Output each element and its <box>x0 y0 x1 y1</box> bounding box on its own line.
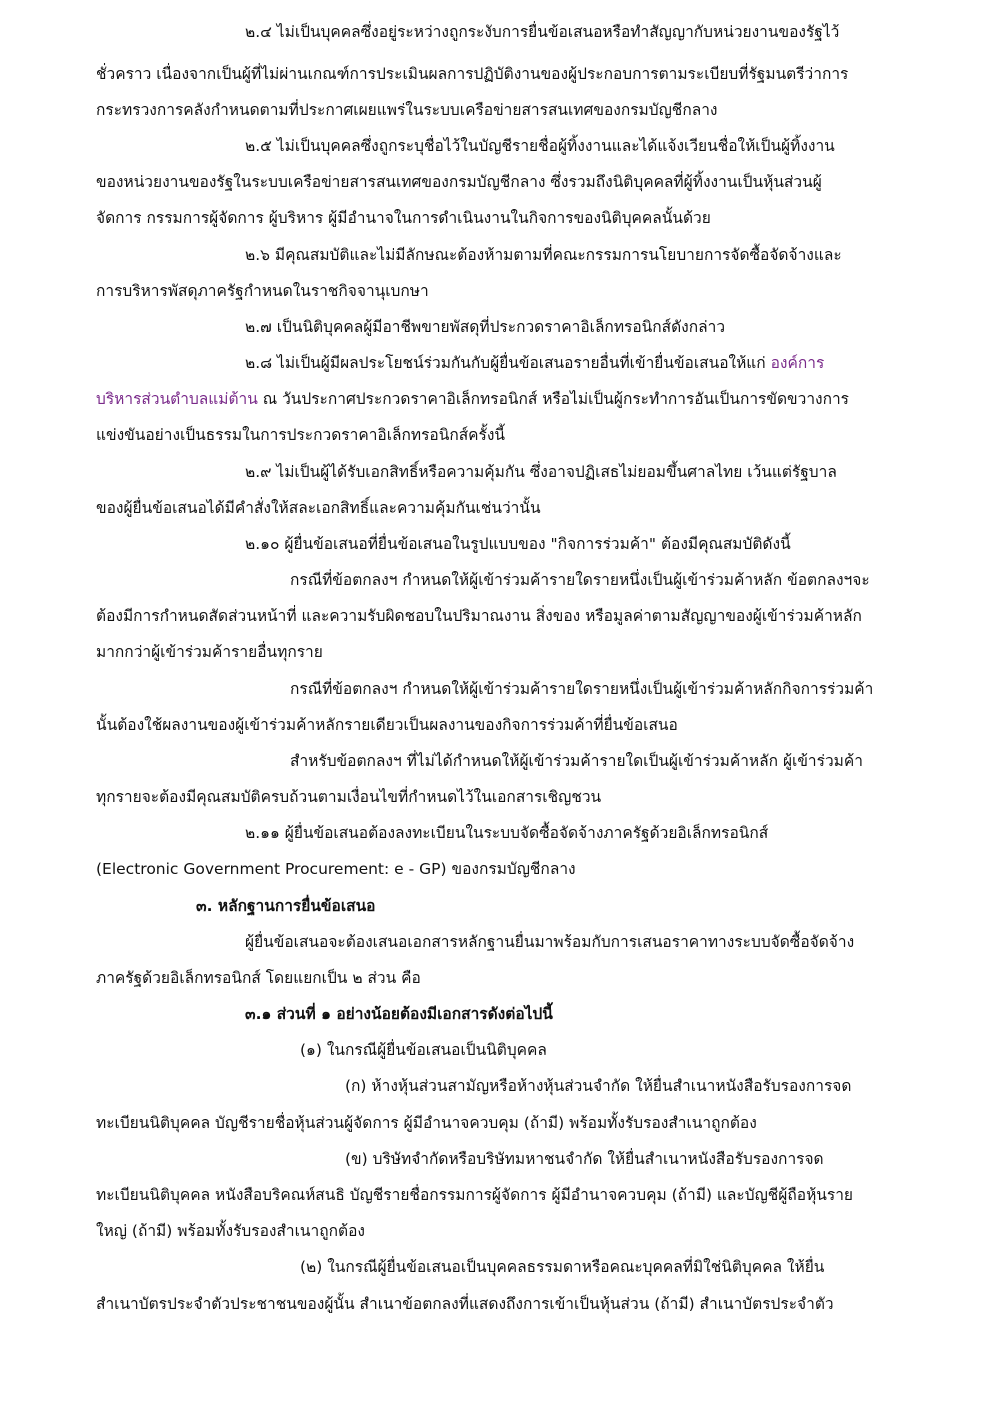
text-line: กระทรวงการคลังกำหนดตามที่ประกาศเผยแพร่ในระบบเครือข่ายสารสนเทศของกรมบัญชีกลาง <box>96 101 718 119</box>
text-line: ๒.๙ ไม่เป็นผู้ได้รับเอกสิทธิ์หรือความคุ้มกัน ซึ่งอาจปฏิเสธไม่ยอมขึ้นศาลไทย เว้นแต่รัฐบาล <box>245 463 837 481</box>
text-line: ใหญ่ (ถ้ามี) พร้อมทั้งรับรองสำเนาถูกต้อง <box>96 1222 365 1240</box>
text-line: ๒.๔ ไม่เป็นบุคคลซึ่งอยู่ระหว่างถูกระงับการยื่นข้อเสนอหรือทำสัญญากับหน่วยงานของรัฐไว้ <box>245 23 840 41</box>
text-line: ทะเบียนนิติบุคคล หนังสือบริคณห์สนธิ บัญชีรายชื่อกรรมการผู้จัดการ ผู้มีอำนาจควบคุม (ถ้ามี) และบัญชีผู้ถือหุ้นราย <box>96 1186 854 1204</box>
text-line: ๒.๕ ไม่เป็นบุคคลซึ่งถูกระบุชื่อไว้ในบัญชีรายชื่อผู้ทิ้งงานและได้แจ้งเวียนชื่อให้เป็นผู้ทิ้งงาน <box>245 137 835 155</box>
text-line: กรณีที่ข้อตกลงฯ กำหนดให้ผู้เข้าร่วมค้ารายใดรายหนึ่งเป็นผู้เข้าร่วมค้าหลักกิจการร่วมค้า <box>290 680 874 698</box>
text-line: (Electronic Government Procurement: e - GP) ของกรมบัญชีกลาง <box>96 860 576 878</box>
text-line: ทะเบียนนิติบุคคล บัญชีรายชื่อหุ้นส่วนผู้จัดการ ผู้มีอำนาจควบคุม (ถ้ามี) พร้อมทั้งรับรองสำเนาถูกต้อง <box>96 1114 757 1132</box>
text-line: ๒.๘ ไม่เป็นผู้มีผลประโยชน์ร่วมกันกับผู้ยื่นข้อเสนอรายอื่นที่เข้ายื่นข้อเสนอให้แก่ องค์การ <box>245 354 825 372</box>
text-line: บริหารส่วนตำบลแม่ต้าน ณ วันประกาศประกวดราคาอิเล็กทรอนิกส์ หรือไม่เป็นผู้กระทำการอันเป็นการขัดขวางการ <box>96 390 850 408</box>
text-line: ภาครัฐด้วยอิเล็กทรอนิกส์ โดยแยกเป็น ๒ ส่วน คือ <box>96 969 421 987</box>
text-line: (ข) บริษัทจำกัดหรือบริษัทมหาชนจำกัด ให้ยื่นสำเนาหนังสือรับรองการจด <box>345 1150 824 1168</box>
text-line: ๒.๗ เป็นนิติบุคคลผู้มีอาชีพขายพัสดุที่ประกวดราคาอิเล็กทรอนิกส์ดังกล่าว <box>245 318 726 336</box>
text-line: ทุกรายจะต้องมีคุณสมบัติครบถ้วนตามเงื่อนไขที่กำหนดไว้ในเอกสารเชิญชวน <box>96 788 602 806</box>
text-line: ๒.๑๐ ผู้ยื่นข้อเสนอที่ยื่นข้อเสนอในรูปแบบของ "กิจการร่วมค้า" ต้องมีคุณสมบัติดังนี้ <box>245 535 791 553</box>
subsection-heading: ๓.๑ ส่วนที่ ๑ อย่างน้อยต้องมีเอกสารดังต่อไปนี้ <box>245 1005 553 1023</box>
text-line: (๑) ในกรณีผู้ยื่นข้อเสนอเป็นนิติบุคคล <box>300 1041 547 1059</box>
text-line: ๒.๖ มีคุณสมบัติและไม่มีลักษณะต้องห้ามตามที่คณะกรรมการนโยบายการจัดซื้อจัดจ้างและ <box>245 246 842 264</box>
text-line: ของหน่วยงานของรัฐในระบบเครือข่ายสารสนเทศของกรมบัญชีกลาง ซึ่งรวมถึงนิติบุคคลที่ผู้ทิ้งงานเป็นหุ้นส่วนผู้ <box>96 173 822 191</box>
text-line: ๒.๑๑ ผู้ยื่นข้อเสนอต้องลงทะเบียนในระบบจัดซื้อจัดจ้างภาครัฐด้วยอิเล็กทรอนิกส์ <box>245 824 769 842</box>
section-heading: ๓. หลักฐานการยื่นข้อเสนอ <box>196 897 376 915</box>
text-line: สำเนาบัตรประจำตัวประชาชนของผู้นั้น สำเนาข้อตกลงที่แสดงถึงการเข้าเป็นหุ้นส่วน (ถ้ามี) สำเนาบัตรประจำตัว <box>96 1295 834 1313</box>
text-line: ของผู้ยื่นข้อเสนอได้มีคำสั่งให้สละเอกสิทธิ์และความคุ้มกันเช่นว่านั้น <box>96 499 541 517</box>
text-line: นั้นต้องใช้ผลงานของผู้เข้าร่วมค้าหลักรายเดียวเป็นผลงานของกิจการร่วมค้าที่ยื่นข้อเสนอ <box>96 716 678 734</box>
text-line: จัดการ กรรมการผู้จัดการ ผู้บริหาร ผู้มีอำนาจในการดำเนินงานในกิจการของนิติบุคคลนั้นด้วย <box>96 209 711 227</box>
text-line: (๒) ในกรณีผู้ยื่นข้อเสนอเป็นบุคคลธรรมดาหรือคณะบุคคลที่มิใช่นิติบุคคล ให้ยื่น <box>300 1258 825 1276</box>
organization-name: องค์การ <box>770 354 825 372</box>
text-line: กรณีที่ข้อตกลงฯ กำหนดให้ผู้เข้าร่วมค้ารายใดรายหนึ่งเป็นผู้เข้าร่วมค้าหลัก ข้อตกลงฯจะ <box>290 571 870 589</box>
text-line: ผู้ยื่นข้อเสนอจะต้องเสนอเอกสารหลักฐานยื่นมาพร้อมกับการเสนอราคาทางระบบจัดซื้อจัดจ้าง <box>245 933 855 951</box>
text-line: การบริหารพัสดุภาครัฐกำหนดในราชกิจจานุเบกษา <box>96 282 429 300</box>
text-line: มากกว่าผู้เข้าร่วมค้ารายอื่นทุกราย <box>96 643 323 661</box>
text-line: สำหรับข้อตกลงฯ ที่ไม่ได้กำหนดให้ผู้เข้าร่วมค้ารายใดเป็นผู้เข้าร่วมค้าหลัก ผู้เข้าร่วมค้า <box>290 752 863 770</box>
organization-name: บริหารส่วนตำบลแม่ต้าน <box>96 390 258 408</box>
text-line: ต้องมีการกำหนดสัดส่วนหน้าที่ และความรับผิดชอบในปริมาณงาน สิ่งของ หรือมูลค่าตามสัญญาของผู้เข้าร่วมค้าหลัก <box>96 607 862 625</box>
text-line: ชั่วคราว เนื่องจากเป็นผู้ที่ไม่ผ่านเกณฑ์การประเมินผลการปฏิบัติงานของผู้ประกอบการตามระเบียบที่รัฐมนตรีว่าการ <box>96 65 849 83</box>
text-line: แข่งขันอย่างเป็นธรรมในการประกวดราคาอิเล็กทรอนิกส์ครั้งนี้ <box>96 426 506 444</box>
text-line: (ก) ห้างหุ้นส่วนสามัญหรือห้างหุ้นส่วนจำกัด ให้ยื่นสำเนาหนังสือรับรองการจด <box>345 1077 852 1095</box>
